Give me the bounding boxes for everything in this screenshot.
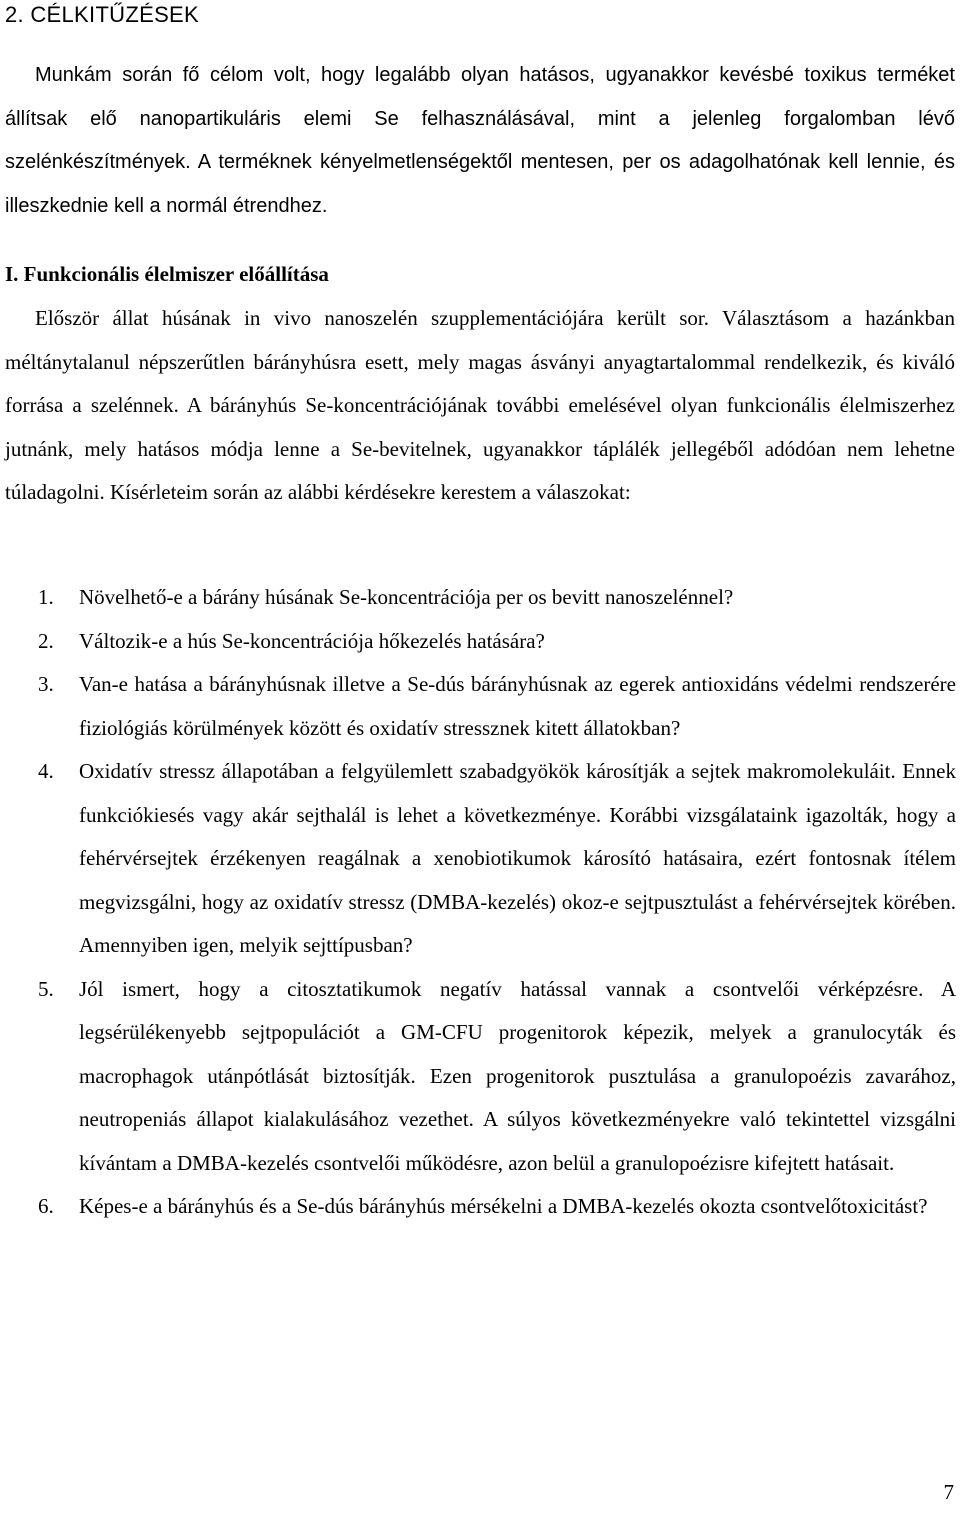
list-number: 3. [38,672,54,696]
list-text: Változik-e a hús Se-koncentrációja hőkezelés hatására? [79,628,545,653]
list-item [0,620,956,664]
list-text: Képes-e a bárányhús és a Se-dús bárányhús mérsékelni a DMBA-kezelés okozta csontvelőtoxicitást? [79,1194,928,1218]
list-number: 5. [38,976,54,1001]
list-number: 2. [38,628,54,653]
list-item [0,750,956,968]
intro-paragraph: Munkám során fő célom volt, hogy legalább olyan hatásos, ugyanakkor kevésbé toxikus terméket állítsak elő nanopartikuláris elemi Se felhasználásával, mint a jelenleg forgalomban lévő szelénkészítmények. A terméknek kényelmetlenségektől mentesen, per os adagolhatónak kell lennie, és illeszkednie kell a normál étrendhez. [5,64,955,217]
section-title: I. Funkcionális élelmiszer előállítása [5,262,329,286]
list-item [0,576,956,620]
list-item [0,968,956,1186]
list-item [0,1185,956,1229]
list-text: Oxidatív stressz állapotában a felgyülemlett szabadgyökök károsítják a sejtek makromolekuláit. Ennek funkciókiesés vagy akár sejthalál is lehet a következménye. Korábbi vizsgálataink igazolták, hogy a fehérvérsejtek érzékenyen reagálnak a xenobiotikumok károsító hatásaira, ezért fontosnak ítélem megvizsgálni, hogy az oxidatív stressz (DMBA-kezelés) okoz-e sejtpusztulást a fehérvérsejtek körében. Amennyiben igen, melyik sejttípusban? [79,759,956,957]
chapter-heading: 2. CÉLKITŰZÉSEK [5,2,200,27]
section-paragraph: Először állat húsának in vivo nanoszelén szupplementációjára került sor. Választásom a hazánkban méltánytalanul népszerűtlen bárányhúsra esett, mely magas ásványi anyagtartalommal rendelkezik, és kiváló forrása a szelénnek. A bárányhús Se-koncentrációjának további emelésével olyan funkcionális élelmiszerhez jutnánk, mely hatásos módja lenne a Se-bevitelnek, ugyanakkor táplálék jellegéből adódóan nem lehetne túladagolni. Kísérleteim során az alábbi kérdésekre kerestem a válaszokat: [5,306,955,504]
list-number: 1. [38,585,54,609]
list-text: Van-e hatása a bárányhúsnak illetve a Se-dús bárányhúsnak az egerek antioxidáns védelmi rendszerére fiziológiás körülmények között és oxidatív stressznek kitett állatokban? [79,672,956,740]
list-text: Jól ismert, hogy a citosztatikumok negatív hatással vannak a csontvelői vérképzésre. A legsérülékenyebb sejtpopulációt a GM-CFU progenitorok képezik, melyek a granulocyták és macrophagok utánpótlását biztosítják. Ezen progenitorok pusztulása a granulopoézis zavarához, neutropeniás állapot kialakulásához vezethet. A súlyos következményekre való tekintettel vizsgálni kívántam a DMBA-kezelés csontvelői működésre, azon belül a granulopoézisre kifejtett hatásait. [79,976,956,1175]
page-number: 7 [943,1480,954,1504]
question-list [0,576,956,1229]
list-number: 6. [38,1194,54,1218]
list-item [0,663,956,750]
list-number: 4. [38,759,54,783]
list-text: Növelhető-e a bárány húsának Se-koncentrációja per os bevitt nanoszelénnel? [79,585,734,609]
